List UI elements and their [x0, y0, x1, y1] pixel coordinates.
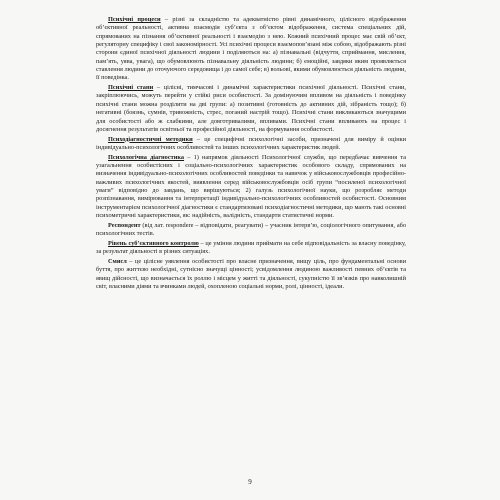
- term-psychic-processes: Психічні процеси: [108, 16, 161, 23]
- term-subjective-control: Рівень суб’єктивного контролю: [108, 239, 199, 247]
- paragraph-subjective-control: [96, 240, 406, 257]
- paragraph-psychological-diagnostics: [96, 154, 406, 221]
- term-psychodiagnostic-methods: Психодіагностичні методики: [108, 135, 193, 143]
- definition-subjective-control: – це уміння людини приймати на себе відповідальність за власну поведінку, за результат діяльності в різних ситуаціях.: [96, 239, 406, 256]
- definition-meaning: – це цілісне уявлення особистості про власне призначення, вищу ціль, про фундаментальні основи буття, про життєво необхідні, сутнісно значущі цінності; усвідомлення людиною важливості певних об’єктів та явищ дійсності, що визначається їх роллю і місцем у житті та діяльності, сукупністю її зв’язків про навколишній світ, власними діями та вчинками людей, охопленою соціальні норми, ролі, цінності, ідеали.: [96, 257, 406, 290]
- term-meaning: Смисл: [108, 257, 127, 265]
- paragraph-psychic-states: [96, 84, 406, 134]
- term-psychic-states: Психічні стани: [108, 84, 154, 92]
- paragraph-psychic-processes: [96, 16, 406, 83]
- definition-psychological-diagnostics: – 1) напрямок діяльності Психологічної служби, що передбачає вивчення та узагальнення особистісних і соціально-психологічних характеристик особового складу, спрямованих на визначення індивідуально-психологічних особливостей поведінки та навичок у військовослужбовців професійно-важливих психологічних якостей, виявлення серед військовослужбовців осіб групи “посиленої психологічної уваги” відповідно до завдань, що вирішуються; 2) галузь психологічної науки, що розробляє методи розпізнавання, вимірювання та інтерпретації індивідуально-психологічних особливостей особистості. Основним інструментарієм психологічної діагностики є стандартизовані психодіагностичні методики, що мають такі основні психометричні характеристики, як: надійність, валідність, стандарти статистичні норми.: [96, 153, 406, 220]
- term-respondent: Респондент: [108, 221, 141, 229]
- page-body: [96, 16, 406, 293]
- definition-psychic-states: – цілісні, тимчасові і динамічні характеристики психічної діяльності. Психічні стани, закріплюючись, можуть перейти у стійкі риси особистості. За домінуючим впливом на діяльність і поведінку психічні стани можна розділити на дві групи: а) позитивні (готовність до активних дій, зібраність тощо); б) негативні (боязнь, сумнів, тривожність, стрес, поганий настрій тощо). Психічні стани викликаються значущими для особистості або ж слабкими, але довготривалими, впливами. Психічні стани впливають на процес і досягнення результатів освітньої та професійної діяльності, на формування особистості.: [96, 84, 406, 133]
- page-number: 9: [248, 478, 252, 486]
- paragraph-psychodiagnostic-methods: [96, 136, 406, 153]
- paragraph-meaning: [96, 258, 406, 291]
- definition-psychodiagnostic-methods: – це специфічні психологічні засоби, призначені для виміру й оцінки індивідуально-психологічних особливостей та інших психологічних характеристик людей.: [96, 135, 406, 151]
- definition-respondent: (від лат. respondere – відповідати, реагувати) – учасник інтерв’ю, соціологічного опитування, або психологічних тестів.: [96, 221, 406, 238]
- definition-psychic-processes: – різні за складністю та адекватністю рівні динамічного, цілісного відображення об’єктивної реальності, активна взаємодія суб’єкта з об’єктом відображення, система спеціальних дій, спрямованих на пізнання об’єктивної реальності і взаємодію з нею. Кожний психічний процес має свій об’єкт, регуляторну специфіку і свої закономірності. Усі психічні процеси взаємопов’язані між собою, відображають різні сторони єдиної психічної діяльності людини і поділяються на: а) пізнавальні (відчуття, сприймання, мислення, пам’ять, уява, увага), що обумовлюють пізнавальну діяльність людини; б) емоційні, завдяки яким проявляється ставлення людини до оточуючого середовища і до самої себе; в) вольові, якими обумовлюється діяльність людини, її поведінка.: [96, 16, 406, 82]
- term-psychological-diagnostics: Психологічна діагностика: [108, 153, 185, 161]
- paragraph-respondent: [96, 222, 406, 239]
